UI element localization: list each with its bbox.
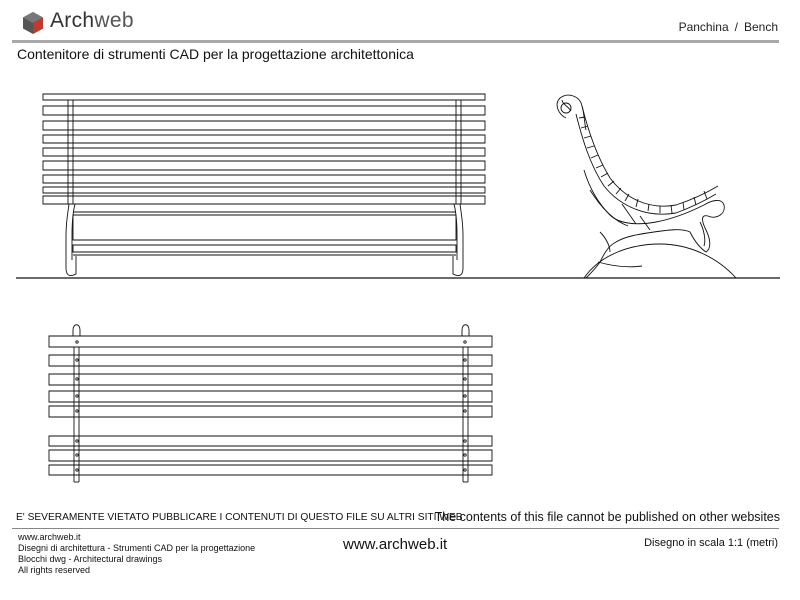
side-slat-ticks bbox=[579, 117, 707, 213]
side-backrest-outer bbox=[582, 106, 718, 206]
plan-right-frame bbox=[462, 325, 469, 482]
brand-prefix: Arch bbox=[50, 9, 95, 32]
breadcrumb: Panchina / Bench bbox=[678, 20, 778, 34]
footer-divider bbox=[12, 528, 779, 529]
plan-slats bbox=[49, 336, 492, 475]
plan-view bbox=[49, 325, 492, 482]
front-lower-rail bbox=[73, 245, 456, 252]
side-elevation-view bbox=[557, 95, 736, 278]
front-backrest-slats bbox=[43, 94, 485, 204]
footer-link-site[interactable]: www.archweb.it bbox=[18, 532, 81, 542]
footer-line: Disegni di architettura - Strumenti CAD per la progettazione bbox=[18, 543, 256, 553]
footer-site-url[interactable]: www.archweb.it bbox=[343, 536, 448, 553]
copyright-warning-italian: E' SEVERAMENTE VIETATO PUBBLICARE I CONTENUTI DI QUESTO FILE SU ALTRI SITI WEB bbox=[16, 512, 463, 523]
footer-credits bbox=[18, 532, 255, 576]
front-apron bbox=[73, 215, 456, 240]
brand-suffix: web bbox=[94, 9, 134, 32]
copyright-warning-english: The contents of this file cannot be published on other websites bbox=[434, 510, 780, 524]
breadcrumb-item-it[interactable]: Panchina bbox=[678, 20, 729, 34]
plan-left-frame bbox=[73, 325, 80, 482]
front-elevation-view bbox=[43, 94, 485, 276]
footer-line: All rights reserved bbox=[18, 565, 91, 575]
breadcrumb-item-en[interactable]: Bench bbox=[743, 20, 778, 34]
footer-line: Blocchi dwg - Architectural drawings bbox=[18, 554, 163, 564]
front-posts bbox=[68, 100, 461, 204]
page-subtitle: Contenitore di strumenti CAD per la progettazione architettonica bbox=[17, 46, 414, 62]
drawing-scale-label: Disegno in scala 1:1 (metri) bbox=[644, 537, 778, 549]
side-frame bbox=[584, 170, 724, 278]
side-scroll-top bbox=[557, 95, 586, 130]
side-base-arc bbox=[584, 244, 736, 278]
